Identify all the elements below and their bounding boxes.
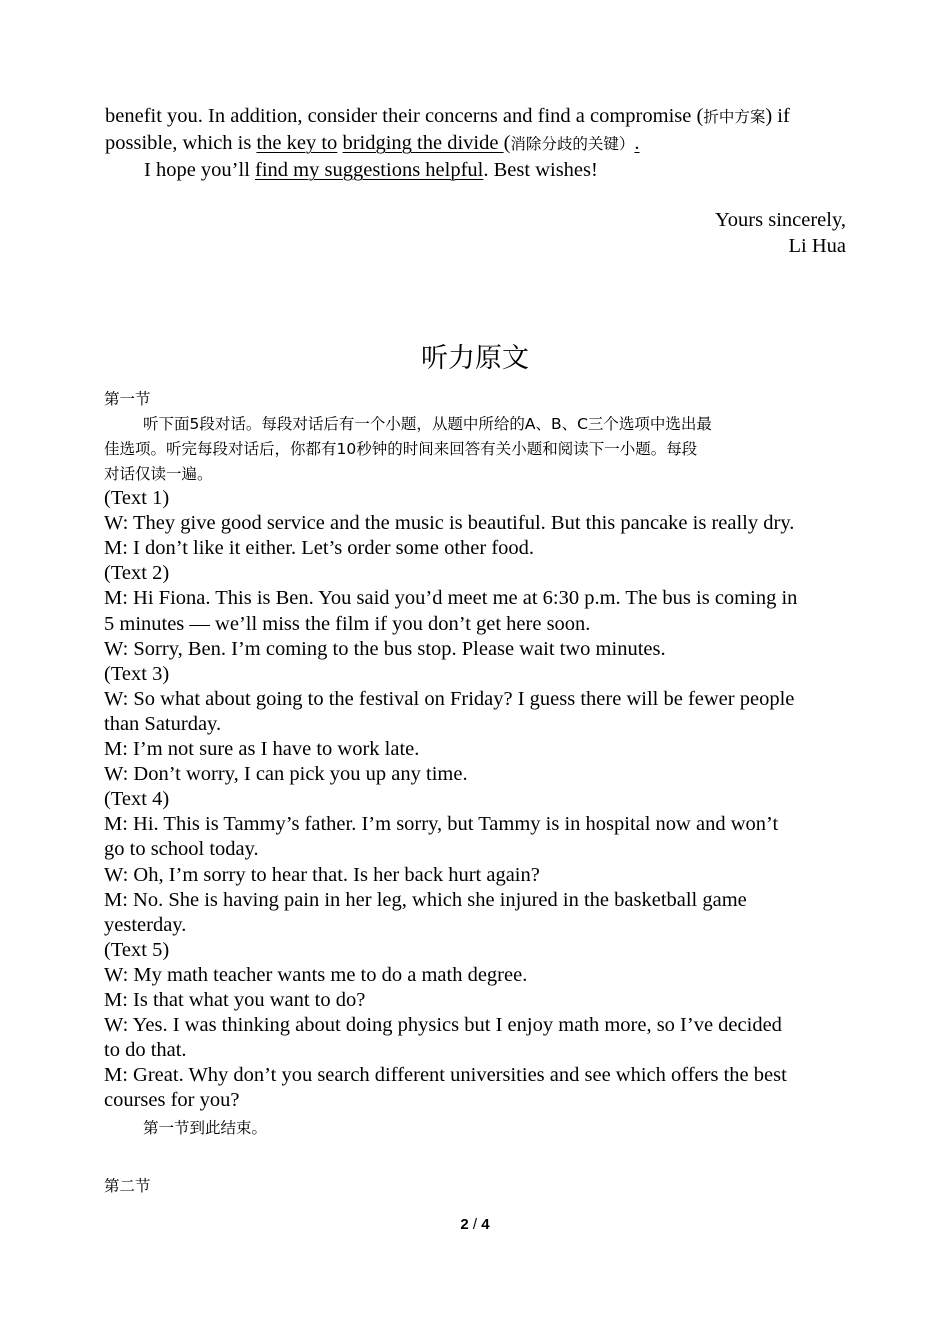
instruction-line: 对话仅读一遍。	[104, 465, 213, 483]
transcript-line: W: They give good service and the music is beautiful. But this pancake is really dry.	[104, 512, 795, 535]
page-number: 2 / 4	[460, 1216, 490, 1233]
transcript-line: M: No. She is having pain in her leg, which she injured in the basketball game	[104, 888, 747, 911]
transcript-line: than Saturday.	[104, 712, 222, 735]
transcript-line: W: Yes. I was thinking about doing physics but I enjoy math more, so I’ve decided	[104, 1014, 782, 1037]
instruction-line: 听下面5段对话。每段对话后有一个小题，从题中所给的A、B、C三个选项中选出最	[143, 415, 712, 433]
letter-line-1: benefit you. In addition, consider their concerns and find a compromise (折中方案) if	[105, 105, 790, 127]
transcript-line: go to school today.	[104, 838, 259, 861]
transcript-line: W: My math teacher wants me to do a math degree.	[104, 963, 528, 986]
transcript-line: (Text 3)	[104, 662, 170, 685]
part2-heading: 第二节	[104, 1177, 151, 1195]
transcript-line: M: Hi. This is Tammy’s father. I’m sorry, but Tammy is in hospital now and won’t	[104, 813, 779, 836]
letter-line-3: I hope you’ll find my suggestions helpful. Best wishes!	[144, 159, 598, 181]
transcript-line: yesterday.	[104, 913, 187, 936]
transcript-line: courses for you?	[104, 1089, 240, 1112]
transcript-line: M: I’m not sure as I have to work late.	[104, 738, 420, 760]
transcript-line: (Text 1)	[104, 487, 170, 509]
underlined-phrase-key: the key to	[256, 132, 338, 154]
transcript-line: (Text 2)	[104, 562, 170, 585]
letter-signature: Li Hua	[788, 235, 846, 257]
transcript-line: (Text 5)	[104, 938, 170, 961]
letter-line-2: possible, which is the key to bridging the divide (消除分歧的关键）.	[105, 132, 640, 154]
letter-closing: Yours sincerely,	[715, 209, 846, 231]
transcript-line: (Text 4)	[104, 788, 170, 811]
transcript-line: to do that.	[104, 1039, 187, 1062]
transcript-line: W: Sorry, Ben. I’m coming to the bus stop. Please wait two minutes.	[104, 637, 666, 660]
part1-heading: 第一节	[104, 390, 151, 408]
transcript-line: W: So what about going to the festival on Friday? I guess there will be fewer people	[104, 687, 795, 710]
transcript-line: M: Hi Fiona. This is Ben. You said you’d meet me at 6:30 p.m. The bus is coming in	[104, 587, 798, 610]
transcript-line: W: Don’t worry, I can pick you up any time.	[104, 763, 468, 786]
underlined-phrase-bridging: bridging the divide	[342, 132, 504, 154]
transcript-line: M: Is that what you want to do?	[104, 989, 366, 1011]
transcript-line: W: Oh, I’m sorry to hear that. Is her back hurt again?	[104, 863, 540, 886]
underlined-phrase-helpful: find my suggestions helpful	[255, 159, 484, 181]
transcript-line: M: I don’t like it either. Let’s order some other food.	[104, 537, 535, 560]
instruction-line: 佳选项。听完每段对话后，你都有10秒钟的时间来回答有关小题和阅读下一小题。每段	[104, 440, 698, 458]
section-title: 听力原文	[421, 343, 529, 374]
transcript-line: M: Great. Why don’t you search different universities and see which offers the best	[104, 1064, 787, 1087]
part1-end-note: 第一节到此结束。	[143, 1119, 268, 1137]
transcript-line: 5 minutes — we’ll miss the film if you don’t get here soon.	[104, 612, 591, 635]
